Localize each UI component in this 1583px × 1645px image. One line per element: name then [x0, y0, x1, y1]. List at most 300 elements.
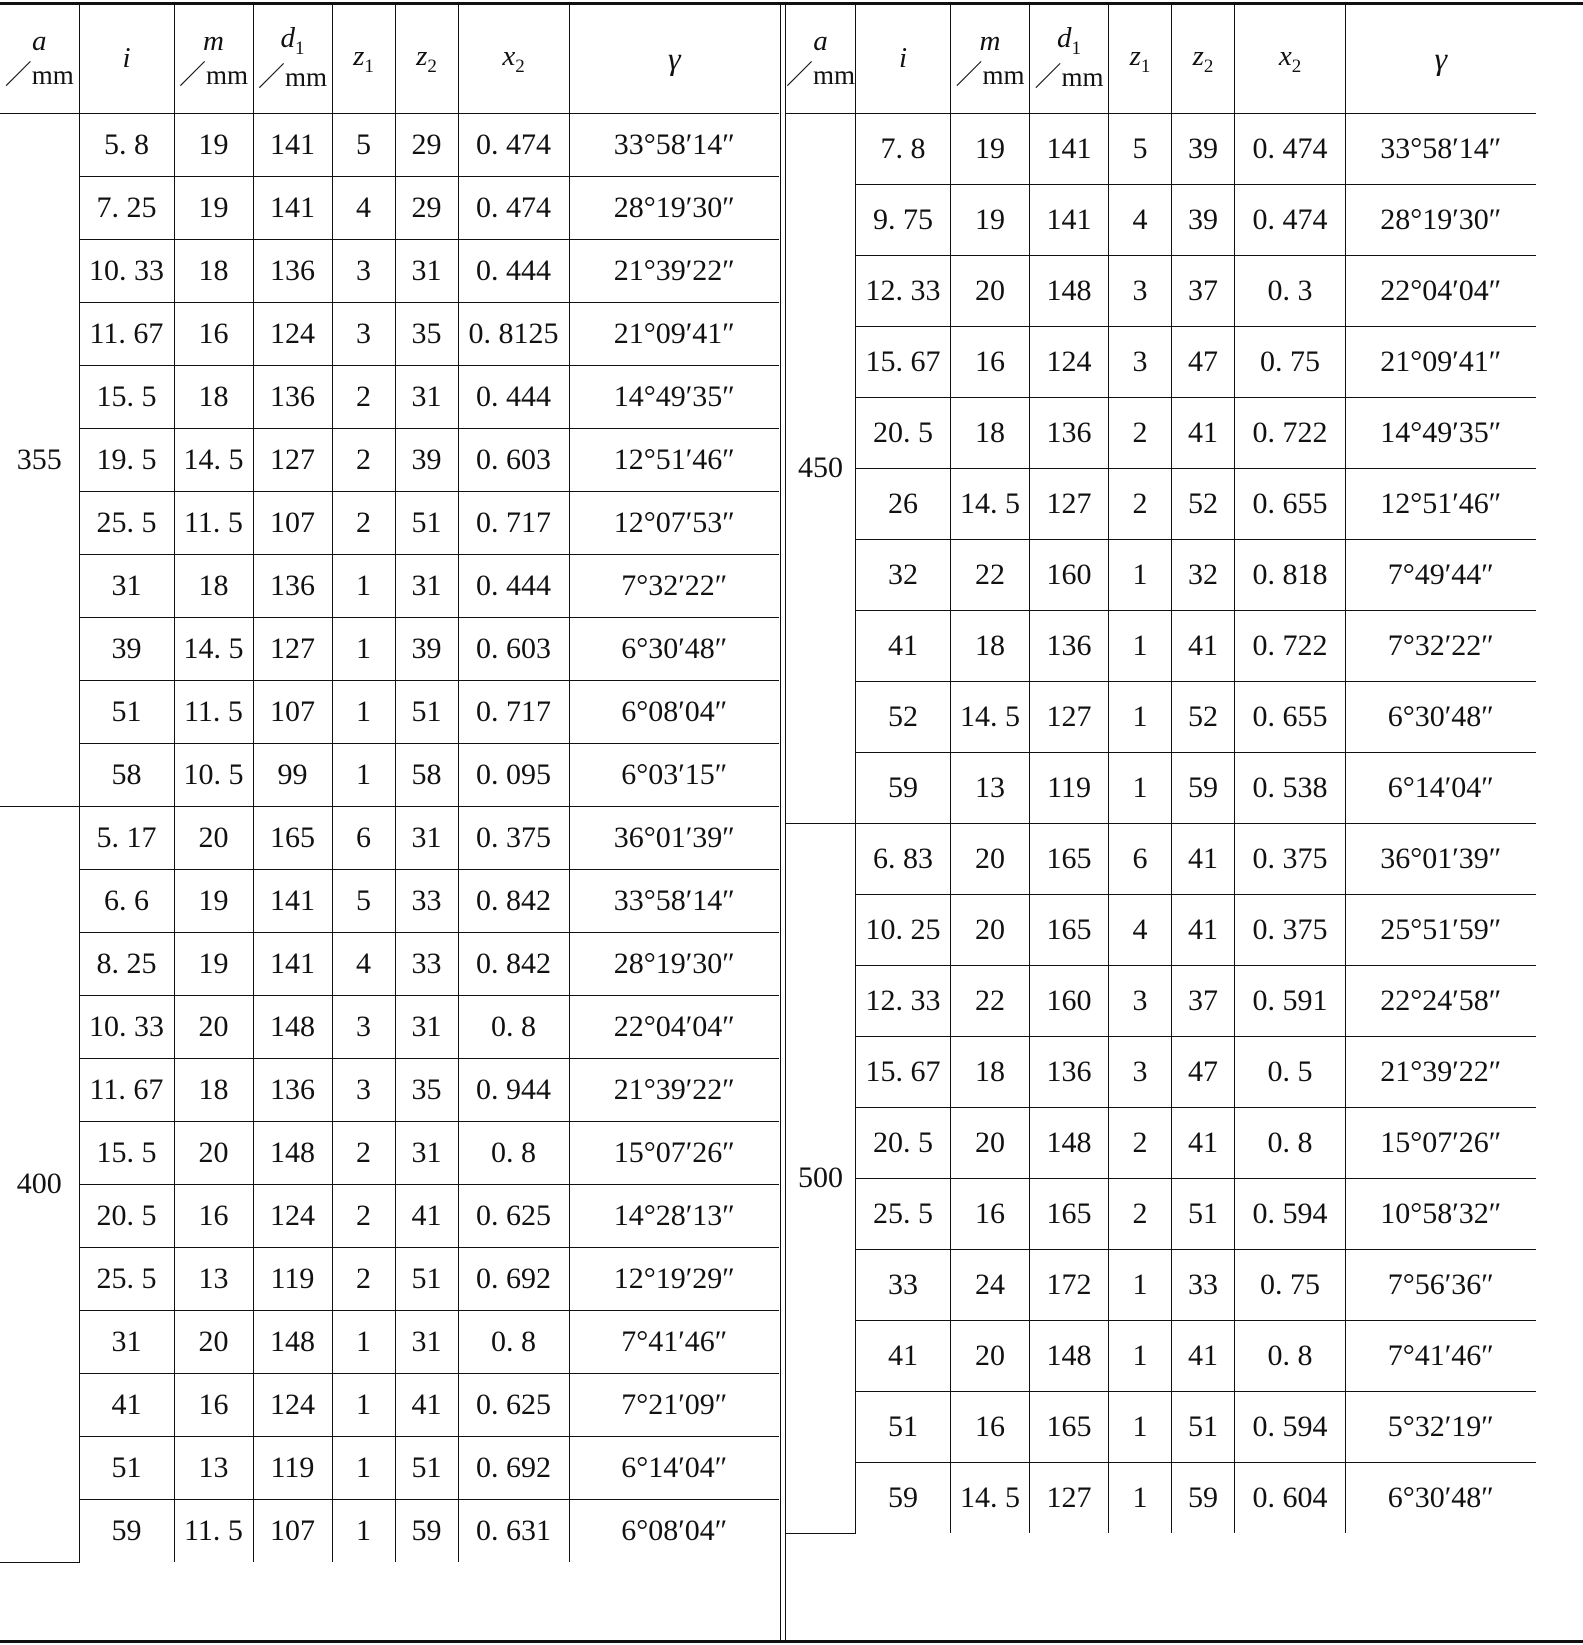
z1-cell: 2: [332, 365, 395, 428]
lead-angle-cell: 21°39′22″: [569, 1058, 779, 1121]
ratio-cell: 6. 83: [856, 823, 951, 894]
diameter-cell: 165: [1030, 823, 1109, 894]
ratio-cell: 51: [856, 1391, 951, 1462]
z1-cell: 1: [1109, 1249, 1172, 1320]
ratio-cell: 25. 5: [79, 491, 174, 554]
z2-cell: 41: [1172, 610, 1235, 681]
table-row: [0, 1058, 779, 1121]
z2-cell: 59: [395, 1499, 458, 1562]
x2-cell: 0. 944: [458, 1058, 569, 1121]
lead-angle-cell: 12°07′53″: [569, 491, 779, 554]
module-cell: 14. 5: [951, 681, 1030, 752]
diameter-cell: 141: [253, 113, 332, 176]
z1-cell: 3: [1109, 255, 1172, 326]
lead-angle-cell: 12°19′29″: [569, 1247, 779, 1310]
ratio-cell: 52: [856, 681, 951, 752]
module-cell: 16: [951, 1178, 1030, 1249]
x2-cell: 0. 444: [458, 554, 569, 617]
z1-cell: 3: [1109, 1036, 1172, 1107]
z2-cell: 35: [395, 302, 458, 365]
lead-angle-cell: 6°30′48″: [1346, 681, 1536, 752]
x2-cell: 0. 375: [1235, 823, 1346, 894]
diameter-cell: 127: [1030, 1462, 1109, 1533]
lead-angle-cell: 28°19′30″: [1346, 184, 1536, 255]
z1-cell: 4: [332, 176, 395, 239]
module-cell: 19: [951, 184, 1030, 255]
table-row: [786, 752, 1536, 823]
module-cell: 16: [951, 1391, 1030, 1462]
x2-cell: 0. 444: [458, 239, 569, 302]
z1-cell: 1: [1109, 539, 1172, 610]
table-row: [786, 1036, 1536, 1107]
diameter-cell: 107: [253, 491, 332, 554]
table-row: [786, 1320, 1536, 1391]
z2-cell: 31: [395, 995, 458, 1058]
table-row: [0, 428, 779, 491]
diameter-cell: 160: [1030, 539, 1109, 610]
header-z1: $z_1$: [1109, 5, 1172, 113]
lead-angle-cell: 15°07′26″: [1346, 1107, 1536, 1178]
z2-cell: 59: [1172, 752, 1235, 823]
table-row: [0, 806, 779, 869]
table-row: [786, 1391, 1536, 1462]
lead-angle-cell: 5°32′19″: [1346, 1391, 1536, 1462]
z1-cell: 2: [1109, 1178, 1172, 1249]
module-cell: 11. 5: [174, 680, 253, 743]
diameter-cell: 141: [1030, 113, 1109, 184]
x2-cell: 0. 474: [1235, 184, 1346, 255]
z1-cell: 2: [332, 1184, 395, 1247]
module-cell: 22: [951, 539, 1030, 610]
table-row: [0, 1436, 779, 1499]
x2-cell: 0. 591: [1235, 965, 1346, 1036]
ratio-cell: 15. 67: [856, 326, 951, 397]
lead-angle-cell: 6°03′15″: [569, 743, 779, 806]
z2-cell: 47: [1172, 326, 1235, 397]
diameter-cell: 136: [253, 1058, 332, 1121]
diameter-cell: 148: [1030, 1320, 1109, 1391]
z1-cell: 1: [332, 554, 395, 617]
x2-cell: 0. 842: [458, 932, 569, 995]
x2-cell: 0. 594: [1235, 1178, 1346, 1249]
module-cell: 18: [951, 1036, 1030, 1107]
lead-angle-cell: 15°07′26″: [569, 1121, 779, 1184]
table-row: [0, 365, 779, 428]
x2-cell: 0. 474: [458, 113, 569, 176]
z1-cell: 3: [332, 995, 395, 1058]
x2-cell: 0. 631: [458, 1499, 569, 1562]
table-row: [0, 1184, 779, 1247]
module-cell: 20: [951, 1107, 1030, 1178]
table-row: [0, 491, 779, 554]
z2-cell: 41: [1172, 397, 1235, 468]
ratio-cell: 5. 8: [79, 113, 174, 176]
z2-cell: 52: [1172, 681, 1235, 752]
x2-cell: 0. 8: [458, 1310, 569, 1373]
lead-angle-cell: 33°58′14″: [569, 113, 779, 176]
table-row: [786, 823, 1536, 894]
module-cell: 14. 5: [174, 617, 253, 680]
z1-cell: 3: [1109, 965, 1172, 1036]
lead-angle-cell: 21°39′22″: [1346, 1036, 1536, 1107]
module-cell: 16: [951, 326, 1030, 397]
z1-cell: 1: [1109, 1320, 1172, 1391]
z1-cell: 4: [1109, 184, 1172, 255]
lead-angle-cell: 36°01′39″: [569, 806, 779, 869]
table-row: [0, 554, 779, 617]
x2-cell: 0. 594: [1235, 1391, 1346, 1462]
module-cell: 16: [174, 1373, 253, 1436]
table-row: [786, 1107, 1536, 1178]
x2-cell: 0. 8: [458, 1121, 569, 1184]
table-row: [786, 468, 1536, 539]
lead-angle-cell: 6°30′48″: [569, 617, 779, 680]
module-cell: 24: [951, 1249, 1030, 1320]
x2-cell: 0. 604: [1235, 1462, 1346, 1533]
diameter-cell: 119: [1030, 752, 1109, 823]
z2-cell: 51: [1172, 1178, 1235, 1249]
z1-cell: 5: [1109, 113, 1172, 184]
lead-angle-cell: 33°58′14″: [569, 869, 779, 932]
z1-cell: 1: [1109, 681, 1172, 752]
diameter-cell: 165: [1030, 1178, 1109, 1249]
diameter-cell: 124: [253, 302, 332, 365]
ratio-cell: 32: [856, 539, 951, 610]
z1-cell: 4: [1109, 894, 1172, 965]
table-row: [786, 965, 1536, 1036]
z1-cell: 1: [332, 1310, 395, 1373]
x2-cell: 0. 75: [1235, 326, 1346, 397]
module-cell: 10. 5: [174, 743, 253, 806]
x2-cell: 0. 375: [458, 806, 569, 869]
diameter-cell: 124: [1030, 326, 1109, 397]
x2-cell: 0. 538: [1235, 752, 1346, 823]
column-separator: [780, 5, 781, 1640]
x2-cell: 0. 8: [458, 995, 569, 1058]
diameter-cell: 124: [253, 1184, 332, 1247]
bottom-rule: [0, 1640, 1583, 1643]
ratio-cell: 10. 33: [79, 995, 174, 1058]
ratio-cell: 51: [79, 680, 174, 743]
module-cell: 18: [174, 365, 253, 428]
x2-cell: 0. 818: [1235, 539, 1346, 610]
diameter-cell: 141: [253, 869, 332, 932]
table-row: [0, 869, 779, 932]
diameter-cell: 127: [253, 617, 332, 680]
diameter-cell: 148: [253, 995, 332, 1058]
x2-cell: 0. 655: [1235, 681, 1346, 752]
diameter-cell: 148: [1030, 1107, 1109, 1178]
module-cell: 20: [951, 1320, 1030, 1391]
x2-cell: 0. 625: [458, 1184, 569, 1247]
z1-cell: 1: [1109, 752, 1172, 823]
table-row: [786, 255, 1536, 326]
z2-cell: 37: [1172, 965, 1235, 1036]
table-row: [0, 113, 779, 176]
z1-cell: 3: [1109, 326, 1172, 397]
lead-angle-cell: 12°51′46″: [1346, 468, 1536, 539]
x2-cell: 0. 474: [458, 176, 569, 239]
ratio-cell: 41: [856, 1320, 951, 1391]
z1-cell: 1: [332, 1436, 395, 1499]
diameter-cell: 148: [253, 1121, 332, 1184]
z2-cell: 51: [395, 491, 458, 554]
z2-cell: 31: [395, 1310, 458, 1373]
z1-cell: 3: [332, 302, 395, 365]
z1-cell: 1: [1109, 1462, 1172, 1533]
module-cell: 18: [174, 239, 253, 302]
table-row: [786, 610, 1536, 681]
center-distance-cell: 355: [0, 113, 79, 806]
ratio-cell: 15. 67: [856, 1036, 951, 1107]
diameter-cell: 136: [1030, 610, 1109, 681]
ratio-cell: 11. 67: [79, 1058, 174, 1121]
diameter-cell: 141: [1030, 184, 1109, 255]
diameter-cell: 99: [253, 743, 332, 806]
diameter-cell: 119: [253, 1247, 332, 1310]
ratio-cell: 25. 5: [856, 1178, 951, 1249]
x2-cell: 0. 5: [1235, 1036, 1346, 1107]
z2-cell: 33: [395, 932, 458, 995]
z2-cell: 51: [1172, 1391, 1235, 1462]
diameter-cell: 165: [253, 806, 332, 869]
x2-cell: 0. 095: [458, 743, 569, 806]
ratio-cell: 7. 8: [856, 113, 951, 184]
diameter-cell: 127: [253, 428, 332, 491]
header-z2: $z_2$: [1172, 5, 1235, 113]
lead-angle-cell: 6°08′04″: [569, 680, 779, 743]
lead-angle-cell: 14°28′13″: [569, 1184, 779, 1247]
header-a: a ／mm: [786, 5, 856, 113]
ratio-cell: 41: [856, 610, 951, 681]
lead-angle-cell: 6°08′04″: [569, 1499, 779, 1562]
table-row: [786, 539, 1536, 610]
x2-cell: 0. 8: [1235, 1320, 1346, 1391]
module-cell: 16: [174, 1184, 253, 1247]
x2-cell: 0. 692: [458, 1247, 569, 1310]
diameter-cell: 172: [1030, 1249, 1109, 1320]
z2-cell: 41: [395, 1373, 458, 1436]
diameter-cell: 141: [253, 932, 332, 995]
header-d1: $d_1$ ／mm: [253, 5, 332, 113]
table-row: [0, 302, 779, 365]
ratio-cell: 7. 25: [79, 176, 174, 239]
z1-cell: 3: [332, 239, 395, 302]
diameter-cell: 148: [1030, 255, 1109, 326]
lead-angle-cell: 7°32′22″: [569, 554, 779, 617]
z2-cell: 31: [395, 239, 458, 302]
module-cell: 20: [174, 806, 253, 869]
ratio-cell: 15. 5: [79, 1121, 174, 1184]
ratio-cell: 9. 75: [856, 184, 951, 255]
table-row: [786, 681, 1536, 752]
table-row: [786, 397, 1536, 468]
module-cell: 16: [174, 302, 253, 365]
x2-cell: 0. 3: [1235, 255, 1346, 326]
z2-cell: 33: [1172, 1249, 1235, 1320]
z1-cell: 5: [332, 869, 395, 932]
diameter-cell: 119: [253, 1436, 332, 1499]
table-row: [0, 1373, 779, 1436]
diameter-cell: 127: [1030, 681, 1109, 752]
x2-cell: 0. 8125: [458, 302, 569, 365]
z1-cell: 2: [332, 428, 395, 491]
z2-cell: 47: [1172, 1036, 1235, 1107]
center-distance-cell: 450: [786, 113, 856, 823]
diameter-cell: 127: [1030, 468, 1109, 539]
module-cell: 11. 5: [174, 491, 253, 554]
ratio-cell: 26: [856, 468, 951, 539]
lead-angle-cell: 36°01′39″: [1346, 823, 1536, 894]
z2-cell: 59: [1172, 1462, 1235, 1533]
lead-angle-cell: 12°51′46″: [569, 428, 779, 491]
z2-cell: 33: [395, 869, 458, 932]
ratio-cell: 59: [856, 1462, 951, 1533]
table-row: [786, 326, 1536, 397]
module-cell: 18: [951, 397, 1030, 468]
center-distance-cell: 400: [0, 806, 79, 1562]
module-cell: 19: [951, 113, 1030, 184]
x2-cell: 0. 625: [458, 1373, 569, 1436]
ratio-cell: 19. 5: [79, 428, 174, 491]
diameter-cell: 160: [1030, 965, 1109, 1036]
header-x2: $x_2$: [458, 5, 569, 113]
module-cell: 13: [174, 1247, 253, 1310]
table-row: [786, 1462, 1536, 1533]
ratio-cell: 51: [79, 1436, 174, 1499]
worm-gear-table-left: [0, 5, 779, 1563]
table-row: [0, 1121, 779, 1184]
x2-cell: 0. 717: [458, 491, 569, 554]
z1-cell: 6: [332, 806, 395, 869]
z1-cell: 1: [332, 680, 395, 743]
z2-cell: 51: [395, 1247, 458, 1310]
z1-cell: 6: [1109, 823, 1172, 894]
z1-cell: 2: [332, 1121, 395, 1184]
diameter-cell: 107: [253, 1499, 332, 1562]
module-cell: 19: [174, 176, 253, 239]
z1-cell: 2: [1109, 1107, 1172, 1178]
module-cell: 22: [951, 965, 1030, 1036]
header-d1: $d_1$ ／mm: [1030, 5, 1109, 113]
z2-cell: 52: [1172, 468, 1235, 539]
header-gamma: γ: [1346, 5, 1536, 113]
z1-cell: 1: [1109, 1391, 1172, 1462]
module-cell: 20: [951, 823, 1030, 894]
table-row: [0, 1499, 779, 1562]
lead-angle-cell: 28°19′30″: [569, 176, 779, 239]
ratio-cell: 15. 5: [79, 365, 174, 428]
ratio-cell: 31: [79, 554, 174, 617]
module-cell: 20: [174, 1310, 253, 1373]
lead-angle-cell: 10°58′32″: [1346, 1178, 1536, 1249]
z2-cell: 29: [395, 113, 458, 176]
table-row: [0, 743, 779, 806]
table-row: [0, 1247, 779, 1310]
x2-cell: 0. 692: [458, 1436, 569, 1499]
lead-angle-cell: 7°49′44″: [1346, 539, 1536, 610]
module-cell: 13: [174, 1436, 253, 1499]
module-cell: 14. 5: [174, 428, 253, 491]
lead-angle-cell: 6°14′04″: [569, 1436, 779, 1499]
z2-cell: 32: [1172, 539, 1235, 610]
ratio-cell: 6. 6: [79, 869, 174, 932]
ratio-cell: 10. 33: [79, 239, 174, 302]
ratio-cell: 8. 25: [79, 932, 174, 995]
table-row: [0, 239, 779, 302]
x2-cell: 0. 722: [1235, 397, 1346, 468]
header-row: [0, 5, 779, 113]
table-row: [786, 1249, 1536, 1320]
header-m: m ／mm: [951, 5, 1030, 113]
lead-angle-cell: 7°41′46″: [1346, 1320, 1536, 1391]
lead-angle-cell: 7°56′36″: [1346, 1249, 1536, 1320]
z1-cell: 5: [332, 113, 395, 176]
z1-cell: 2: [1109, 468, 1172, 539]
lead-angle-cell: 21°09′41″: [569, 302, 779, 365]
diameter-cell: 148: [253, 1310, 332, 1373]
table-row: [0, 680, 779, 743]
z2-cell: 41: [1172, 894, 1235, 965]
z2-cell: 41: [1172, 1320, 1235, 1391]
z2-cell: 41: [395, 1184, 458, 1247]
diameter-cell: 136: [253, 365, 332, 428]
ratio-cell: 12. 33: [856, 255, 951, 326]
x2-cell: 0. 655: [1235, 468, 1346, 539]
z1-cell: 2: [1109, 397, 1172, 468]
x2-cell: 0. 842: [458, 869, 569, 932]
module-cell: 20: [951, 255, 1030, 326]
module-cell: 20: [174, 995, 253, 1058]
lead-angle-cell: 6°30′48″: [1346, 1462, 1536, 1533]
table-row: [0, 1310, 779, 1373]
table-row: [0, 176, 779, 239]
z2-cell: 41: [1172, 1107, 1235, 1178]
header-z2: $z_2$: [395, 5, 458, 113]
z2-cell: 37: [1172, 255, 1235, 326]
lead-angle-cell: 14°49′35″: [1346, 397, 1536, 468]
z1-cell: 3: [332, 1058, 395, 1121]
ratio-cell: 12. 33: [856, 965, 951, 1036]
diameter-cell: 136: [253, 554, 332, 617]
module-cell: 20: [174, 1121, 253, 1184]
module-cell: 18: [174, 554, 253, 617]
ratio-cell: 10. 25: [856, 894, 951, 965]
diameter-cell: 165: [1030, 894, 1109, 965]
lead-angle-cell: 7°21′09″: [569, 1373, 779, 1436]
z2-cell: 31: [395, 806, 458, 869]
z1-cell: 1: [332, 617, 395, 680]
ratio-cell: 41: [79, 1373, 174, 1436]
diameter-cell: 136: [253, 239, 332, 302]
z1-cell: 1: [332, 1499, 395, 1562]
header-row: [786, 5, 1536, 113]
table-row: [786, 894, 1536, 965]
ratio-cell: 5. 17: [79, 806, 174, 869]
module-cell: 18: [174, 1058, 253, 1121]
module-cell: 18: [951, 610, 1030, 681]
x2-cell: 0. 375: [1235, 894, 1346, 965]
lead-angle-cell: 21°39′22″: [569, 239, 779, 302]
header-i: i: [856, 5, 951, 113]
module-cell: 14. 5: [951, 1462, 1030, 1533]
z1-cell: 2: [332, 491, 395, 554]
lead-angle-cell: 14°49′35″: [569, 365, 779, 428]
worm-gear-table-right: [786, 5, 1536, 1534]
z2-cell: 39: [395, 428, 458, 491]
z2-cell: 39: [1172, 184, 1235, 255]
z2-cell: 41: [1172, 823, 1235, 894]
